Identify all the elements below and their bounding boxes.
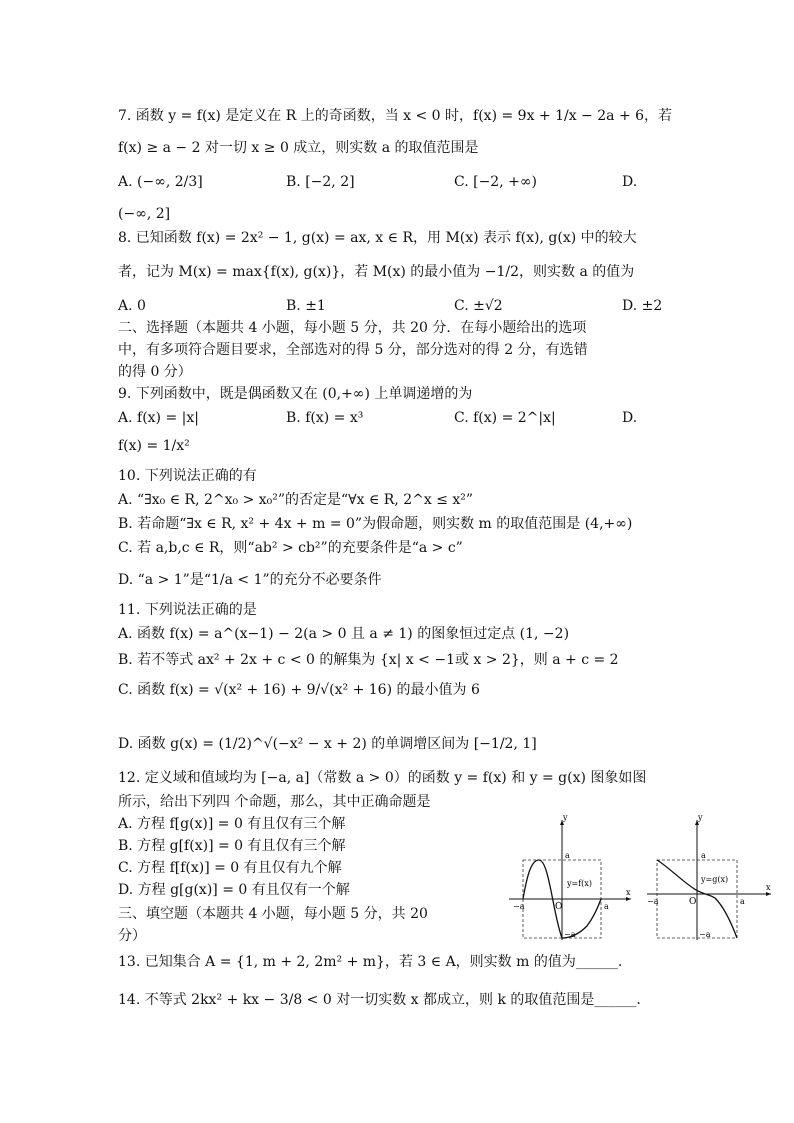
graph-f-origin: O bbox=[555, 902, 563, 912]
q12-option-b: B. 方程 g[f(x)] = 0 有且仅有三个解 bbox=[118, 838, 346, 854]
q10-option-a: A. “∃x₀ ∈ R, 2^x₀ > x₀²”的否定是“∀x ∈ R, 2^x ≤ x²” bbox=[118, 492, 474, 508]
q10-stem: 10. 下列说法正确的有 bbox=[118, 468, 257, 484]
graph-f-y-label: y bbox=[563, 814, 568, 822]
q11-option-d: D. 函数 g(x) = (1/2)^√(−x² − x + 2) 的单调增区间为 [−1/2, 1] bbox=[118, 736, 537, 752]
q13-text: 13. 已知集合 A = {1, m + 2, 2m² + m}，若 3 ∈ A，则实数 m 的值为______. bbox=[118, 954, 623, 970]
q8-option-d: D. ±2 bbox=[622, 298, 663, 314]
graph-g-x-label: x bbox=[766, 883, 771, 892]
q9-option-d-value: f(x) = 1/x² bbox=[118, 438, 190, 454]
q12-option-a: A. 方程 f[g(x)] = 0 有且仅有三个解 bbox=[118, 816, 346, 832]
q8-option-c: C. ±√2 bbox=[454, 298, 503, 314]
graph-g-neg-a: −a bbox=[647, 897, 659, 906]
section2-line3: 的得 0 分） bbox=[118, 364, 192, 380]
section3-line1: 三、填空题（本题共 4 小题，每小题 5 分，共 20 bbox=[118, 906, 428, 922]
graph-f-a-top: a bbox=[565, 851, 570, 860]
q7-option-d: D. bbox=[622, 174, 638, 190]
q12-option-d: D. 方程 g[g(x)] = 0 有且仅有一个解 bbox=[118, 882, 350, 898]
q10-option-d: D. “a > 1”是“1/a < 1”的充分不必要条件 bbox=[118, 572, 382, 588]
q9-option-b: B. f(x) = x³ bbox=[286, 410, 364, 426]
q12-option-c: C. 方程 f[f(x)] = 0 有且仅有九个解 bbox=[118, 860, 342, 876]
q11-option-c: C. 函数 f(x) = √(x² + 16) + 9/√(x² + 16) 的最小值为 6 bbox=[118, 682, 480, 698]
q8-option-b: B. ±1 bbox=[286, 298, 326, 314]
q7-stem-line2: f(x) ≥ a − 2 对一切 x ≥ 0 成立，则实数 a 的取值范围是 bbox=[118, 140, 479, 156]
graph-g-curve-label: y=g(x) bbox=[701, 875, 729, 884]
q12-stem-line2: 所示，给出下列四 个命题，那么，其中正确命题是 bbox=[118, 794, 431, 810]
q8-option-a: A. 0 bbox=[118, 298, 146, 314]
q9-stem: 9. 下列函数中，既是偶函数又在 (0,+∞) 上单调递增的为 bbox=[118, 386, 473, 402]
q9-option-d: D. bbox=[622, 410, 638, 426]
section3-line2: 分） bbox=[118, 928, 146, 944]
q7-stem-line1: 7. 函数 y = f(x) 是定义在 R 上的奇函数，当 x < 0 时，f(x) = 9x + 1/x − 2a + 6，若 bbox=[118, 108, 673, 124]
q11-stem: 11. 下列说法正确的是 bbox=[118, 602, 257, 618]
q7-option-c: C. [−2, +∞) bbox=[454, 174, 537, 190]
q11-option-b: B. 若不等式 ax² + 2x + c < 0 的解集为 {x| x < −1或 x > 2}，则 a + c = 2 bbox=[118, 652, 619, 668]
graph-f-neg-a: −a bbox=[513, 902, 525, 911]
section2-line2: 中，有多项符合题目要求，全部选对的得 5 分，部分选对的得 2 分，有选错 bbox=[118, 342, 588, 358]
q7-option-d-value: (−∞, 2] bbox=[118, 206, 171, 222]
graph-g-a-bottom: −a bbox=[699, 930, 711, 939]
q8-stem-line2: 者，记为 M(x) = max{f(x), g(x)}，若 M(x) 的最小值为 −1/2，则实数 a 的值为 bbox=[118, 264, 635, 280]
q7-option-b: B. [−2, 2] bbox=[286, 174, 355, 190]
graph-g-origin: O bbox=[689, 897, 697, 907]
graph-f-x-label: x bbox=[626, 888, 631, 897]
graph-f-pos-a: a bbox=[604, 902, 609, 911]
graph-g bbox=[645, 814, 775, 944]
graph-g-y-label: y bbox=[698, 814, 703, 822]
graph-g-x-arrow-icon bbox=[766, 892, 771, 896]
q9-option-c: C. f(x) = 2^|x| bbox=[454, 410, 556, 426]
q9-option-a: A. f(x) = |x| bbox=[118, 410, 199, 426]
graph-f-curve-label: y=f(x) bbox=[567, 879, 592, 888]
q11-option-a: A. 函数 f(x) = a^(x−1) − 2(a > 0 且 a ≠ 1) 的图象恒过定点 (1, −2) bbox=[118, 626, 570, 642]
q14-text: 14. 不等式 2kx² + kx − 3/8 < 0 对一切实数 x 都成立，则 k 的取值范围是______. bbox=[118, 992, 641, 1008]
graph-g-a-top: a bbox=[701, 851, 706, 860]
q8-stem-line1: 8. 已知函数 f(x) = 2x² − 1, g(x) = ax, x ∈ R，用 M(x) 表示 f(x), g(x) 中的较大 bbox=[118, 230, 637, 246]
q10-option-b: B. 若命题“∃x ∈ R, x² + 4x + m = 0”为假命题，则实数 m 的取值范围是 (4,+∞) bbox=[118, 516, 633, 532]
q10-option-c: C. 若 a,b,c ∈ R，则“ab² > cb²”的充要条件是“a > c” bbox=[118, 540, 463, 556]
graph-f-a-bottom: −a bbox=[564, 930, 576, 939]
graph-g-pos-a: a bbox=[740, 897, 745, 906]
q12-stem-line1: 12. 定义域和值域均为 [−a, a]（常数 a > 0）的函数 y = f(x) 和 y = g(x) 图象如图 bbox=[118, 770, 647, 786]
graph-f bbox=[505, 814, 635, 944]
q7-option-a: A. (−∞, 2/3] bbox=[118, 174, 203, 190]
graph-f-x-arrow-icon bbox=[626, 897, 631, 901]
section2-line1: 二、选择题（本题共 4 小题，每小题 5 分，共 20 分．在每小题给出的选项 bbox=[118, 320, 587, 336]
